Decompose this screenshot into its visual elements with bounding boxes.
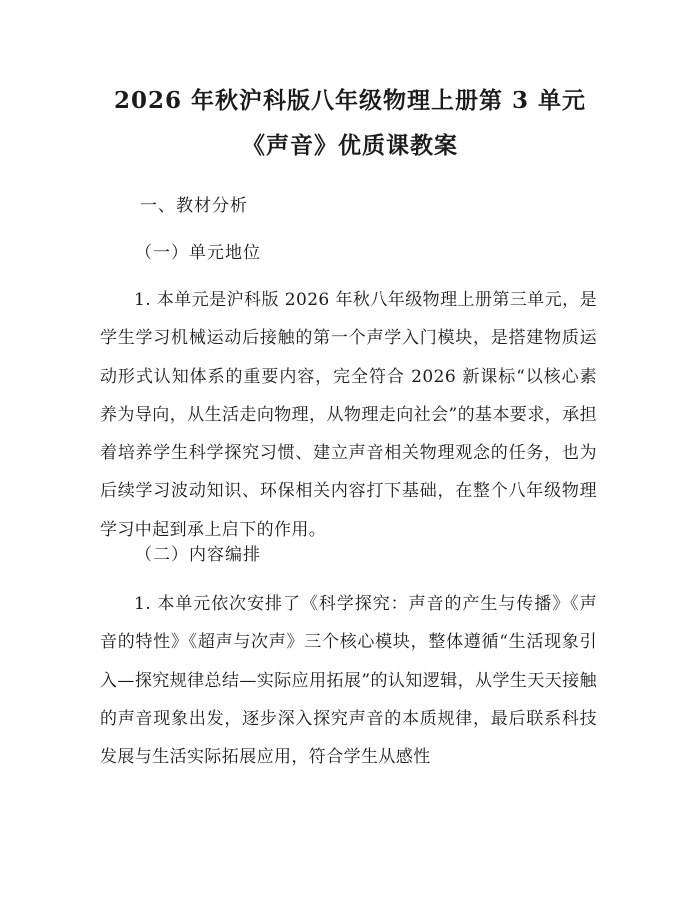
paragraph-content-arrangement: 1. 本单元依次安排了《科学探究：声音的产生与传播》《声音的特性》《超声与次声》三个核心模块，整体遵循“生活现象引入—探究规律总结—实际应用拓展”的认知逻辑，从学生天天接触的声音现象出发，逐步深入探究声音的本质规律，最后联系科技发展与生活实际拓展应用，符合学生从感性 [100,594,597,768]
document-title-line-2: 《声音》优质课教案 [242,132,458,159]
subsection-heading-unit-position: （一）单元地位 [135,243,261,263]
subsection-heading-content-arrangement: （二）内容编排 [135,545,261,565]
paragraph-unit-position: 1. 本单元是沪科版 2026 年秋八年级物理上册第三单元，是学生学习机械运动后接触的第一个声学入门模块，是搭建物质运动形式认知体系的重要内容，完全符合 2026 新课标“以核心素养为导向，从生活走向物理，从物理走向社会”的基本要求，承担着培养学生科学探究习惯、建立声音相关物理观念的任务，也为后续学习波动知识、环保相关内容打下基础，在整个八年级物理学习中起到承上启下的作用。 [100,290,597,540]
section-heading-textbook-analysis: 一、教材分析 [140,196,248,216]
document-title-line-1: 2026 年秋沪科版八年级物理上册第 3 单元 [113,87,587,114]
